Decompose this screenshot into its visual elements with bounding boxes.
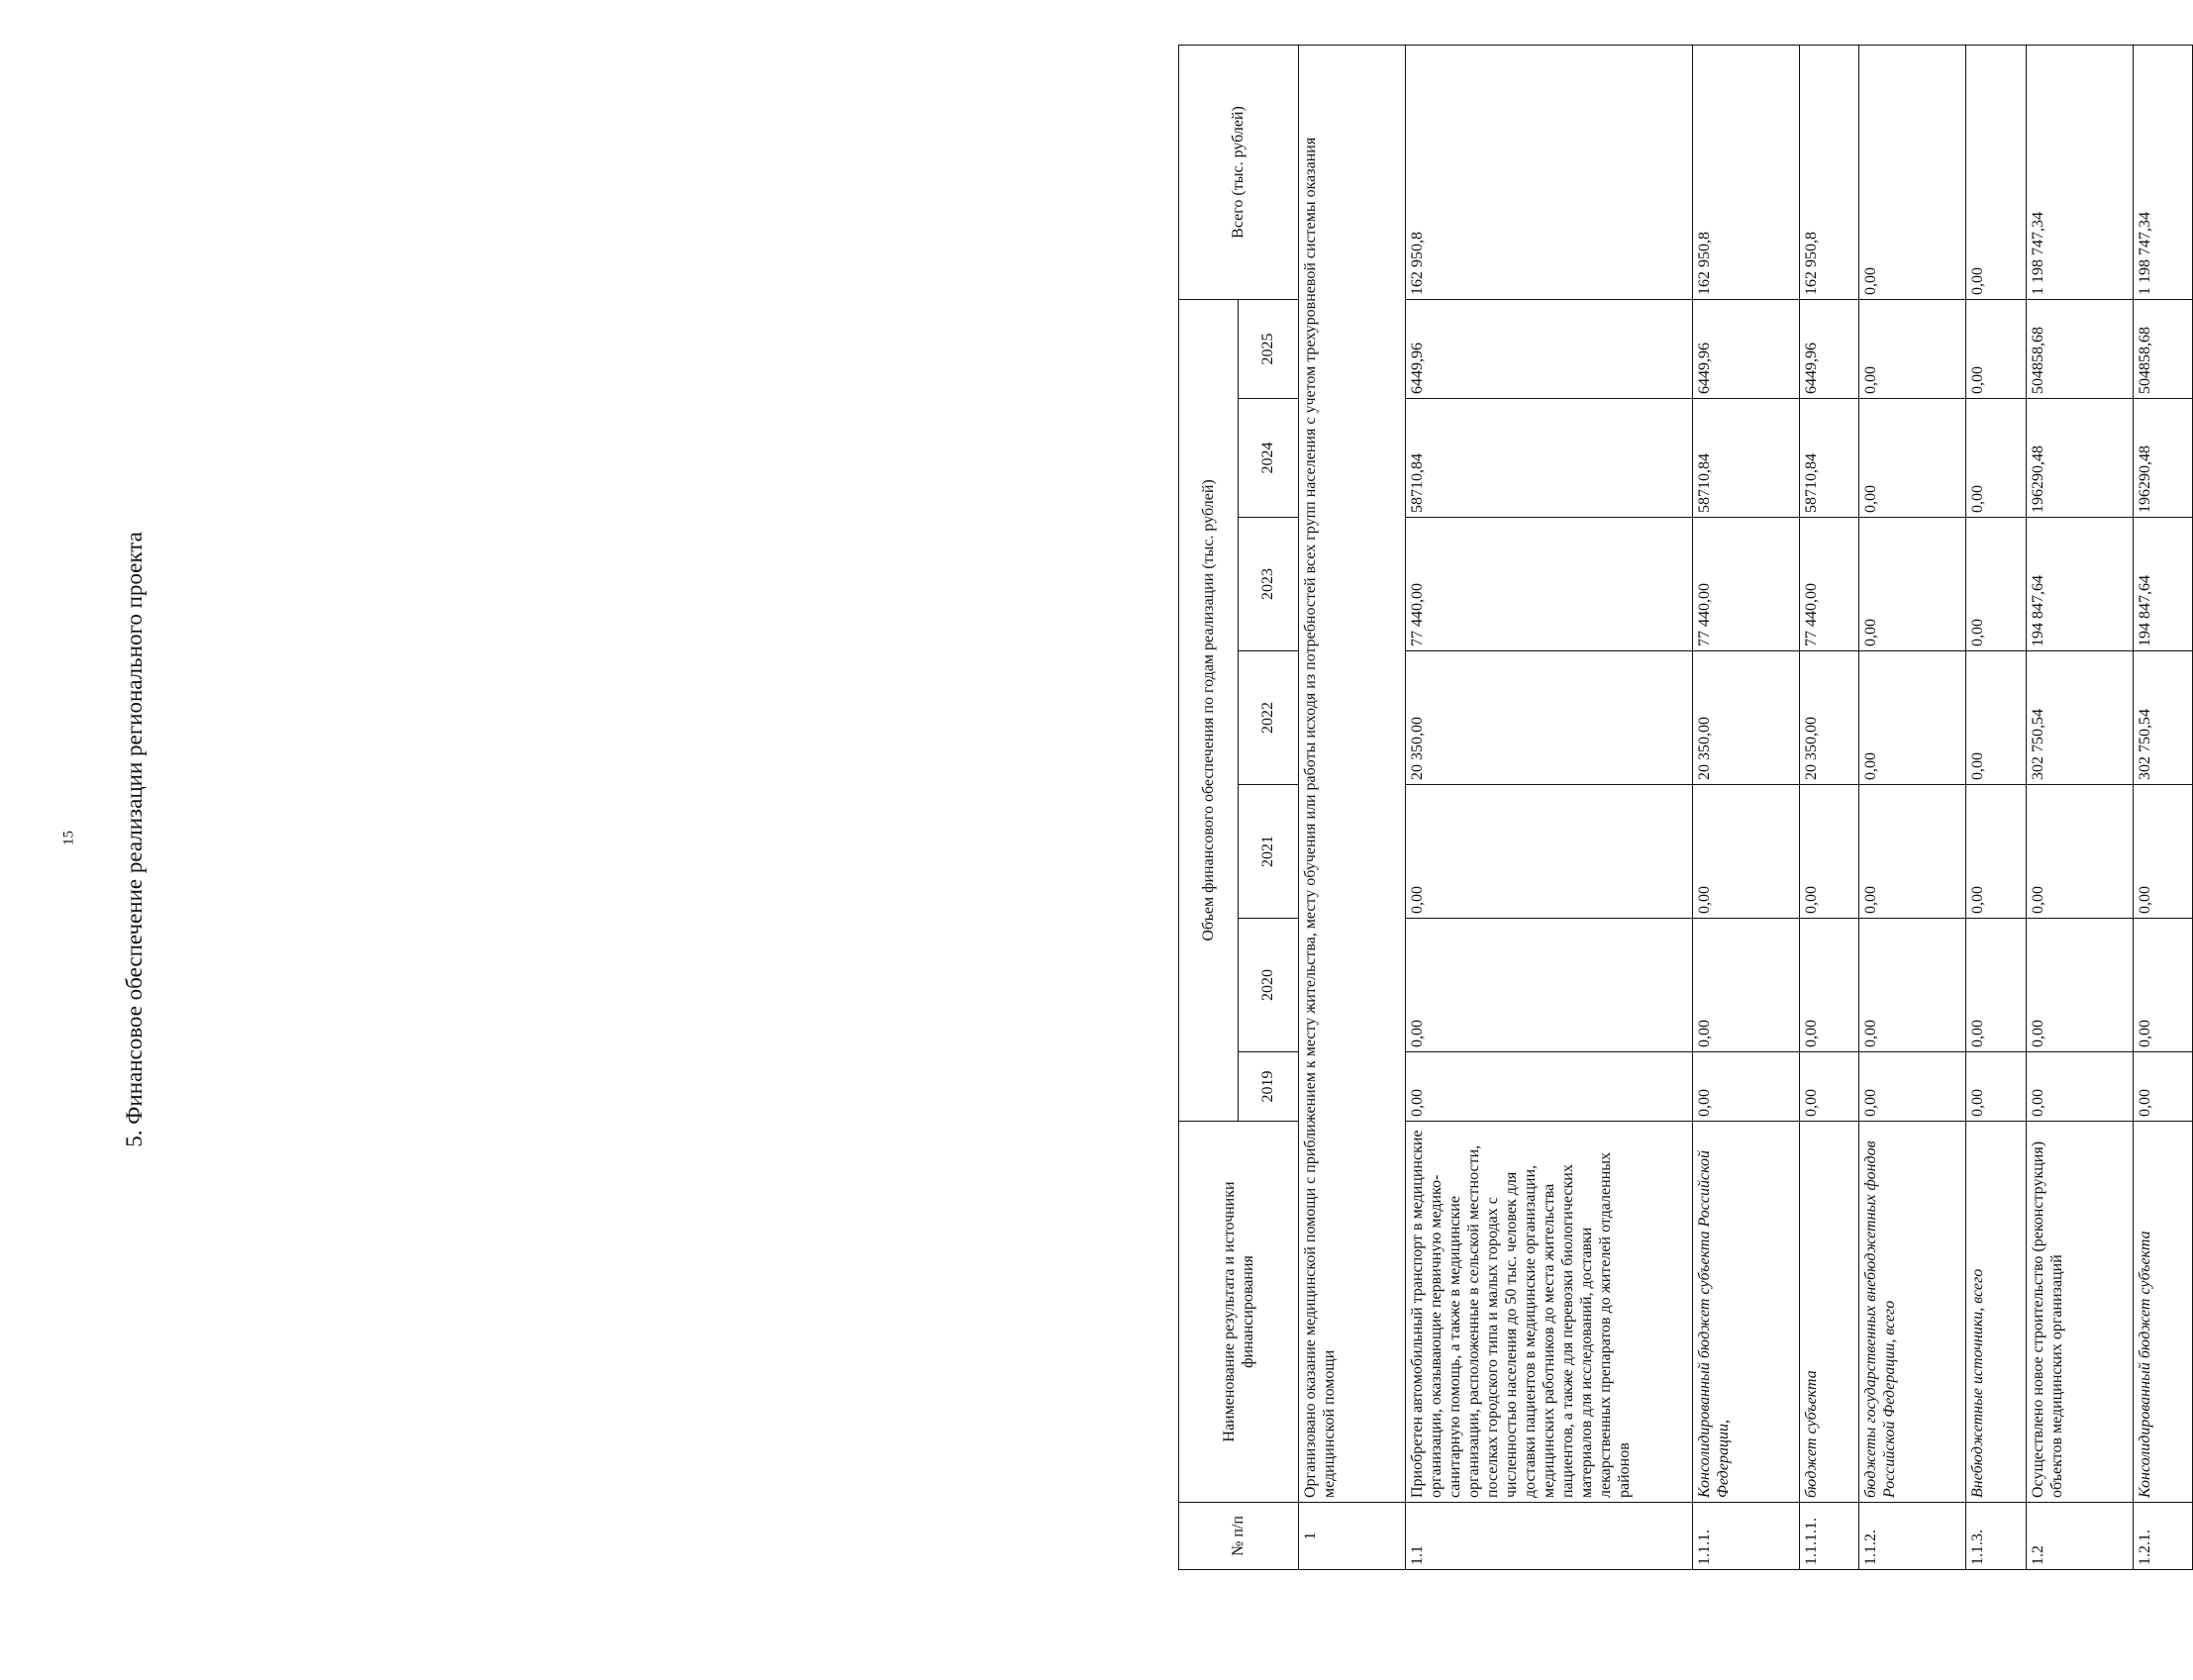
cell-total: 162 950,8: [1405, 45, 1692, 299]
cell-2022: 0,00: [1966, 651, 2026, 785]
header-year: 2024: [1239, 399, 1298, 518]
section-row: [1298, 45, 1405, 1569]
row-num: 1.1.3.: [1966, 1503, 2026, 1570]
cell-2025: 6449,96: [1799, 299, 1858, 398]
row-num: 1.2: [2026, 1503, 2133, 1570]
cell-2019: 0,00: [2026, 1052, 2133, 1122]
row-num: 1.1.1.: [1692, 1503, 1799, 1570]
cell-total: 0,00: [1966, 45, 2026, 299]
row-name: бюджет субъекта: [1799, 1122, 1858, 1503]
cell-2023: 0,00: [1859, 518, 1966, 651]
row-name: Консолидированный бюджет субъекта: [2133, 1122, 2192, 1503]
cell-2025: 504858,68: [2133, 299, 2192, 398]
finance-table-container: [1178, 95, 2193, 1570]
header-num: № п/п: [1179, 1503, 1299, 1570]
cell-2019: 0,00: [1405, 1052, 1692, 1122]
cell-2023: 194 847,64: [2133, 518, 2192, 651]
header-year: 2022: [1239, 651, 1298, 785]
row-num: 1.1.2.: [1859, 1503, 1966, 1570]
cell-2020: 0,00: [1405, 919, 1692, 1052]
header-year: 2021: [1239, 785, 1298, 919]
section-text: Организовано оказание медицинской помощи с приближением к месту жительства, месту обучения или работы исходя из потребностей всех групп населения с учетом трехуровневой системы оказания медицинской помощи: [1298, 45, 1405, 1502]
cell-2024: 58710,84: [1405, 399, 1692, 518]
cell-2019: 0,00: [2133, 1052, 2192, 1122]
cell-2021: 0,00: [1405, 785, 1692, 919]
cell-2025: 6449,96: [1405, 299, 1692, 398]
row-name: Консолидированный бюджет субъекта Российской Федерации,: [1692, 1122, 1799, 1503]
table-row: [1966, 45, 2026, 1569]
table-row: [1799, 45, 1858, 1569]
cell-2021: 0,00: [2026, 785, 2133, 919]
cell-2023: 77 440,00: [1799, 518, 1858, 651]
header-name: Наименование результата и источники финансирования: [1179, 1122, 1299, 1503]
cell-2020: 0,00: [1692, 919, 1799, 1052]
cell-2020: 0,00: [2026, 919, 2133, 1052]
table-row: [2133, 45, 2192, 1569]
header-year: 2025: [1239, 299, 1298, 398]
row-name: Приобретен автомобильный транспорт в медицинские организации, оказывающие первичную медико-санитарную помощь, а также в медицинские организации, расположенные в сельской местности, поселках городского типа и малых городах с численностью населения до 50 тыс. человек для доставки пациентов в медицинские организации, медицинских работников до места жительства пациентов, а также для перевозки биологических материалов для исследований, доставки лекарственных препаратов до жителей отдаленных районов: [1405, 1122, 1692, 1503]
cell-total: 0,00: [1859, 45, 1966, 299]
cell-2020: 0,00: [1859, 919, 1966, 1052]
cell-2021: 0,00: [1799, 785, 1858, 919]
cell-2024: 196290,48: [2133, 399, 2192, 518]
header-total: Всего (тыс. рублей): [1179, 45, 1299, 299]
page-title: 5. Финансовое обеспечение реализации регионального проекта: [122, 532, 147, 1147]
cell-total: 1 198 747,34: [2133, 45, 2192, 299]
header-row: [1179, 45, 1239, 1569]
row-num: 1.2.1.: [2133, 1503, 2192, 1570]
cell-2024: 0,00: [1859, 399, 1966, 518]
row-num: 1.1.1.1.: [1799, 1503, 1858, 1570]
cell-2023: 77 440,00: [1405, 518, 1692, 651]
row-name: бюджеты государственных внебюджетных фондов Российской Федерации, всего: [1859, 1122, 1966, 1503]
cell-2020: 0,00: [1966, 919, 2026, 1052]
cell-2020: 0,00: [1799, 919, 1858, 1052]
cell-2023: 194 847,64: [2026, 518, 2133, 651]
table-row: [1405, 45, 1692, 1569]
cell-total: 162 950,8: [1799, 45, 1858, 299]
finance-table: [1178, 45, 2193, 1570]
row-name: Осуществлено новое строительство (реконструкция) объектов медицинских организаций: [2026, 1122, 2133, 1503]
header-volume: Объем финансового обеспечения по годам реализации (тыс. рублей): [1179, 299, 1239, 1121]
cell-2021: 0,00: [1692, 785, 1799, 919]
cell-2025: 6449,96: [1692, 299, 1799, 398]
cell-total: 1 198 747,34: [2026, 45, 2133, 299]
cell-2022: 0,00: [1859, 651, 1966, 785]
cell-2022: 302 750,54: [2133, 651, 2192, 785]
cell-2023: 77 440,00: [1692, 518, 1799, 651]
cell-2024: 196290,48: [2026, 399, 2133, 518]
cell-2021: 0,00: [1859, 785, 1966, 919]
cell-2019: 0,00: [1859, 1052, 1966, 1122]
cell-2025: 0,00: [1966, 299, 2026, 398]
table-row: [1692, 45, 1799, 1569]
cell-2021: 0,00: [2133, 785, 2192, 919]
cell-2020: 0,00: [2133, 919, 2192, 1052]
cell-total: 162 950,8: [1692, 45, 1799, 299]
cell-2024: 0,00: [1966, 399, 2026, 518]
cell-2024: 58710,84: [1799, 399, 1858, 518]
cell-2021: 0,00: [1966, 785, 2026, 919]
header-year: 2023: [1239, 518, 1298, 651]
cell-2023: 0,00: [1966, 518, 2026, 651]
cell-2025: 504858,68: [2026, 299, 2133, 398]
page-number: 15: [60, 831, 77, 845]
row-name: Внебюджетные источники, всего: [1966, 1122, 2026, 1503]
cell-2019: 0,00: [1799, 1052, 1858, 1122]
header-year: 2019: [1239, 1052, 1298, 1122]
table-row: [1859, 45, 1966, 1569]
cell-2019: 0,00: [1966, 1052, 2026, 1122]
cell-2022: 302 750,54: [2026, 651, 2133, 785]
table-row: [2026, 45, 2133, 1569]
section-num: 1: [1298, 1503, 1405, 1570]
row-num: 1.1: [1405, 1503, 1692, 1570]
cell-2024: 58710,84: [1692, 399, 1799, 518]
cell-2019: 0,00: [1692, 1052, 1799, 1122]
header-year: 2020: [1239, 919, 1298, 1052]
cell-2025: 0,00: [1859, 299, 1966, 398]
cell-2022: 20 350,00: [1692, 651, 1799, 785]
cell-2022: 20 350,00: [1405, 651, 1692, 785]
cell-2022: 20 350,00: [1799, 651, 1858, 785]
